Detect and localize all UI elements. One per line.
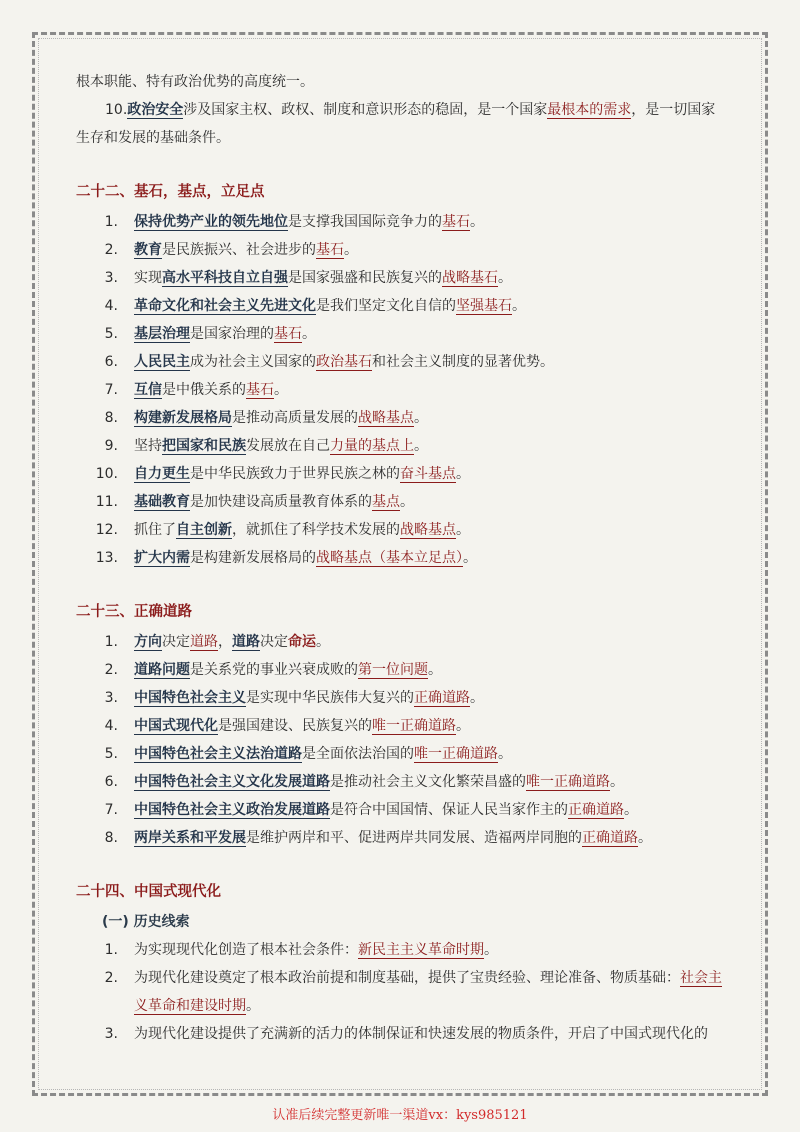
keyword: 革命文化和社会主义先进文化	[134, 298, 316, 314]
list-item	[76, 432, 726, 460]
list-item	[76, 264, 726, 292]
text-run: 为现代化建设奠定了根本政治前提和制度基础，提供了宝贵经验、理论准备、物质基础：	[134, 970, 680, 986]
list-item	[76, 320, 726, 348]
list-item	[76, 824, 726, 852]
section-23-list-rest	[76, 656, 726, 852]
text-run: 是构建新发展格局的	[190, 550, 316, 566]
keyword: 保持优势产业的领先地位	[134, 214, 288, 230]
list-item	[76, 488, 726, 516]
keyword: 两岸关系和平发展	[134, 830, 246, 846]
list-item-text	[134, 796, 726, 824]
list-item-number: 1.	[104, 214, 118, 230]
text-run: 是加快建设高质量教育体系的	[190, 494, 372, 510]
text-run: 是国家强盛和民族复兴的	[288, 270, 442, 286]
list-item-number: 3.	[104, 690, 118, 706]
list-item-number: 12.	[95, 522, 118, 538]
list-item-text	[134, 432, 726, 460]
highlight: 力量的基点上	[330, 438, 414, 454]
highlight: 奋斗基点	[400, 466, 456, 482]
keyword: 中国特色社会主义文化发展道路	[134, 774, 330, 790]
list-item-number: 7.	[104, 382, 118, 398]
highlight: 正确道路	[414, 690, 470, 706]
keyword: 教育	[134, 242, 162, 258]
intro-line: 根本职能、特有政治优势的高度统一。	[76, 74, 314, 90]
keyword: 基层治理	[134, 326, 190, 342]
text-run: 。	[400, 494, 414, 510]
keyword: 自主创新	[176, 522, 232, 538]
keyword: 中国式现代化	[134, 718, 218, 734]
text-run: 。	[456, 466, 470, 482]
text-run: 。	[456, 522, 470, 538]
text-run: 。	[344, 242, 358, 258]
highlight: 社会主义革命和建设时期	[134, 970, 722, 1014]
list-item-number: 5.	[104, 746, 118, 762]
list-item-text	[134, 292, 726, 320]
text-run: 是实现中华民族伟大复兴的	[246, 690, 414, 706]
keyword: 互信	[134, 382, 162, 398]
list-item-text	[134, 684, 726, 712]
highlight: 基石	[442, 214, 470, 230]
list-item-text	[134, 488, 726, 516]
list-item	[76, 460, 726, 488]
text-run: 。	[512, 298, 526, 314]
highlight: 新民主主义革命时期	[358, 942, 484, 958]
text-run: 是推动社会主义文化繁荣昌盛的	[330, 774, 526, 790]
list-item	[76, 376, 726, 404]
list-item: 1. 方向决定道路，道路决定命运。	[104, 634, 330, 650]
text-run: 为实现现代化创造了根本社会条件：	[134, 942, 358, 958]
text-run: 是国家治理的	[190, 326, 274, 342]
list-item	[76, 516, 726, 544]
highlight: 正确道路	[568, 802, 624, 818]
keyword: 中国特色社会主义法治道路	[134, 746, 302, 762]
list-item-number: 1.	[104, 942, 118, 958]
list-item-text	[134, 768, 726, 796]
text-run: 为现代化建设提供了充满新的活力的体制保证和快速发展的物质条件，开启了中国式现代化的	[134, 1026, 708, 1042]
keyword: 中国特色社会主义	[134, 690, 246, 706]
list-item-number: 4.	[104, 718, 118, 734]
list-item	[76, 404, 726, 432]
list-item-number: 2.	[104, 662, 118, 678]
text-run: 坚持	[134, 438, 162, 454]
list-item	[76, 544, 726, 572]
list-item	[76, 936, 726, 964]
keyword: 构建新发展格局	[134, 410, 232, 426]
list-item-number: 10.	[95, 466, 118, 482]
list-item	[76, 292, 726, 320]
keyword: 自力更生	[134, 466, 190, 482]
text-run: 是我们坚定文化自信的	[316, 298, 456, 314]
list-item-text	[134, 376, 726, 404]
section-23-list	[76, 628, 726, 656]
highlight: 战略基点（基本立足点）	[316, 550, 463, 566]
list-item-number: 3.	[104, 270, 118, 286]
list-item-text	[134, 208, 726, 236]
text-run: 。	[470, 690, 484, 706]
list-item-text	[134, 404, 726, 432]
text-run: 。	[484, 942, 498, 958]
highlight: 坚强基石	[456, 298, 512, 314]
list-item-text	[134, 712, 726, 740]
text-run: 。	[498, 270, 512, 286]
list-item-text	[134, 824, 726, 852]
list-item	[76, 1020, 726, 1048]
list-item-text	[134, 936, 726, 964]
list-item	[76, 208, 726, 236]
keyword: 高水平科技自立自强	[162, 270, 288, 286]
highlight: 唯一正确道路	[526, 774, 610, 790]
text-run: 是维护两岸和平、促进两岸共同发展、造福两岸同胞的	[246, 830, 582, 846]
list-item	[76, 684, 726, 712]
text-run: 是全面依法治国的	[302, 746, 414, 762]
list-item-number: 3.	[104, 1026, 118, 1042]
highlight: 正确道路	[582, 830, 638, 846]
document-body	[76, 68, 726, 1048]
keyword: 道路问题	[134, 662, 190, 678]
list-item-text	[134, 264, 726, 292]
text-run: 和社会主义制度的显著优势。	[372, 354, 554, 370]
list-item-text	[134, 516, 726, 544]
list-item-number: 8.	[104, 410, 118, 426]
list-item	[76, 236, 726, 264]
text-run: 是中俄关系的	[162, 382, 246, 398]
list-item-number: 8.	[104, 830, 118, 846]
text-run: 。	[463, 550, 477, 566]
highlight: 战略基点	[358, 410, 414, 426]
text-run: 。	[610, 774, 624, 790]
footer-notice: 认准后续完整更新唯一渠道vx：kys985121	[272, 1108, 528, 1123]
highlight: 政治基石	[316, 354, 372, 370]
section-24-heading: 二十四、中国式现代化	[76, 884, 221, 900]
text-run: 是中华民族致力于世界民族之林的	[190, 466, 400, 482]
list-item	[76, 964, 726, 1020]
section-22-heading: 二十二、基石，基点，立足点	[76, 184, 265, 200]
list-item-text	[134, 460, 726, 488]
text-run: 。	[274, 382, 288, 398]
highlight: 战略基点	[400, 522, 456, 538]
list-item-text	[134, 320, 726, 348]
text-run: ，就抓住了科学技术发展的	[232, 522, 400, 538]
keyword: 中国特色社会主义政治发展道路	[134, 802, 330, 818]
text-run: 。	[498, 746, 512, 762]
list-item-number: 11.	[95, 494, 118, 510]
highlight: 唯一正确道路	[414, 746, 498, 762]
keyword: 扩大内需	[134, 550, 190, 566]
text-run: 。	[414, 410, 428, 426]
text-run: 是民族振兴、社会进步的	[162, 242, 316, 258]
section-24-subheading: (一) 历史线索	[102, 914, 190, 930]
text-run: 是强国建设、民族复兴的	[218, 718, 372, 734]
text-run: 。	[428, 662, 442, 678]
highlight: 基点	[372, 494, 400, 510]
text-run: 。	[414, 438, 428, 454]
keyword: 基础教育	[134, 494, 190, 510]
list-item-number: 13.	[95, 550, 118, 566]
highlight: 基石	[246, 382, 274, 398]
list-item-number: 4.	[104, 298, 118, 314]
list-item-number: 9.	[104, 438, 118, 454]
text-run: 。	[456, 718, 470, 734]
list-item-number: 5.	[104, 326, 118, 342]
text-run: 。	[246, 998, 260, 1014]
list-item-number: 2.	[104, 242, 118, 258]
section-24-list	[76, 936, 726, 1048]
text-run: 抓住了	[134, 522, 176, 538]
list-item-text	[134, 964, 726, 1020]
highlight: 基石	[274, 326, 302, 342]
text-run: 成为社会主义国家的	[190, 354, 316, 370]
list-item-text	[134, 656, 726, 684]
list-item-number: 7.	[104, 802, 118, 818]
list-item	[76, 740, 726, 768]
highlight: 唯一正确道路	[372, 718, 456, 734]
list-item	[76, 656, 726, 684]
text-run: 。	[624, 802, 638, 818]
text-run: 是推动高质量发展的	[232, 410, 358, 426]
text-run: 是支撑我国国际竞争力的	[288, 214, 442, 230]
list-item	[76, 768, 726, 796]
keyword: 人民民主	[134, 354, 190, 370]
keyword: 把国家和民族	[162, 438, 246, 454]
list-item-number: 6.	[104, 774, 118, 790]
list-item-text	[134, 740, 726, 768]
text-run: 是关系党的事业兴衰成败的	[190, 662, 358, 678]
text-run: 发展放在自己	[246, 438, 330, 454]
list-item-text	[134, 544, 726, 572]
list-item-text	[134, 348, 726, 376]
list-item	[76, 712, 726, 740]
section-22-list	[76, 208, 726, 572]
text-run: 。	[302, 326, 316, 342]
list-item	[76, 796, 726, 824]
list-item-number: 2.	[104, 970, 118, 986]
highlight: 战略基石	[442, 270, 498, 286]
highlight: 第一位问题	[358, 662, 428, 678]
list-item	[76, 348, 726, 376]
list-item-number: 6.	[104, 354, 118, 370]
list-item-text	[134, 1020, 726, 1048]
list-item-text	[134, 236, 726, 264]
text-run: 是符合中国国情、保证人民当家作主的	[330, 802, 568, 818]
paragraph-10: 10.政治安全涉及国家主权、政权、制度和意识形态的稳固，是一个国家最根本的需求，是一切国家生存和发展的基础条件。	[76, 102, 716, 146]
text-run: 。	[470, 214, 484, 230]
text-run: 。	[638, 830, 652, 846]
text-run: 实现	[134, 270, 162, 286]
highlight: 基石	[316, 242, 344, 258]
section-23-heading: 二十三、正确道路	[76, 604, 192, 620]
